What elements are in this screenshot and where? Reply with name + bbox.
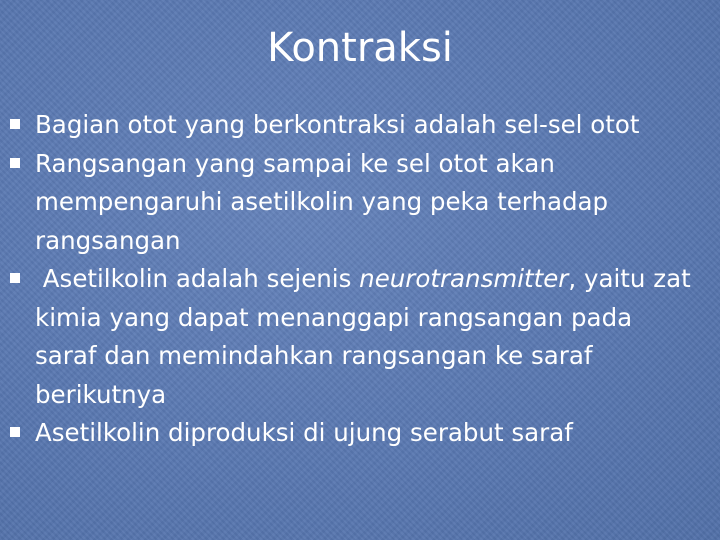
bullet-text — [35, 264, 691, 409]
square-bullet-icon — [10, 119, 20, 129]
bullet-list — [0, 106, 720, 453]
bullet-text-before: Asetilkolin adalah sejenis — [35, 264, 360, 293]
slide-title: Kontraksi — [267, 25, 453, 71]
bullet-text-italic-term: neurotransmitter — [359, 264, 569, 293]
bullet-item — [0, 260, 720, 414]
square-bullet-icon — [10, 273, 20, 283]
bullet-item — [0, 106, 720, 145]
square-bullet-icon — [10, 427, 20, 437]
bullet-item — [0, 145, 720, 261]
bullet-text-after: , yaitu zat kimia yang dapat menanggapi rangsangan pada saraf dan memindahkan rangsangan ke saraf berikutnya — [35, 264, 691, 409]
bullet-text: Asetilkolin diproduksi di ujung serabut saraf — [35, 418, 573, 447]
bullet-text: Rangsangan yang sampai ke sel otot akan mempengaruhi asetilkolin yang peka terhadap rangsangan — [35, 148, 609, 255]
bullet-text: Bagian otot yang berkontraksi adalah sel-sel otot — [35, 110, 640, 139]
square-bullet-icon — [10, 158, 20, 168]
bullet-item — [0, 414, 720, 453]
